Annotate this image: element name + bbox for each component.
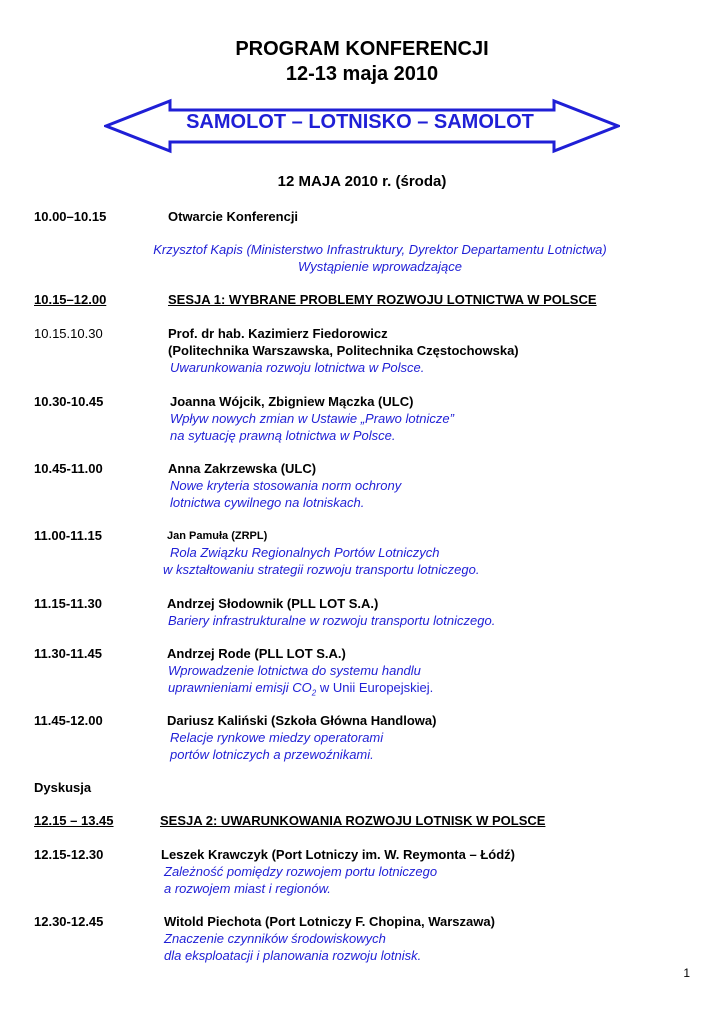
talk-topic-cont: dla eksploatacji i planowania rozwoju lotnisk. (164, 948, 422, 963)
talk-time: 11.15-11.30 (34, 596, 102, 611)
talk-topic-cont: a rozwojem miast i regionów. (164, 881, 331, 896)
talk-time: 11.00-11.15 (34, 528, 102, 543)
talk-topic: Wpływ nowych zmian w Ustawie „Prawo lotnicze” (170, 411, 454, 426)
talk-speaker: Dariusz Kaliński (Szkoła Główna Handlowa) (167, 713, 437, 728)
talk-topic: Zależność pomiędzy rozwojem portu lotniczego (164, 864, 438, 879)
day-heading: 12 MAJA 2010 r. (środa) (277, 173, 447, 190)
opening-talk: Wystąpienie wprowadzające (297, 259, 463, 274)
talk-affiliation: (Politechnika Warszawska, Politechnika Częstochowska) (168, 343, 519, 358)
session-2-time: 12.15 – 13.45 (34, 813, 114, 828)
opening-time: 10.00–10.15 (34, 209, 107, 224)
talk-topic: Relacje rynkowe miedzy operatorami (170, 730, 384, 745)
talk-time: 10.15.10.30 (34, 326, 103, 341)
talk-time: 10.45-11.00 (34, 461, 103, 476)
talk-time: 12.30-12.45 (34, 914, 104, 929)
talk-time: 12.15-12.30 (34, 847, 104, 862)
talk-speaker: Leszek Krawczyk (Port Lotniczy im. W. Reymonta – Łódź) (161, 847, 515, 862)
talk-speaker: Anna Zakrzewska (ULC) (168, 461, 317, 476)
talk-topic-cont (168, 680, 433, 698)
co2-subscript: 2 (311, 688, 317, 698)
talk-topic: Wprowadzenie lotnictwa do systemu handlu (168, 663, 421, 678)
talk-topic: Bariery infrastrukturalne w rozwoju transportu lotniczego. (168, 613, 496, 628)
talk-topic-cont-b: w Unii Europejskiej. (316, 680, 434, 695)
talk-topic: Rola Związku Regionalnych Portów Lotniczych (170, 545, 440, 560)
opening-title: Otwarcie Konferencji (168, 209, 299, 224)
talk-speaker: Joanna Wójcik, Zbigniew Mączka (ULC) (170, 394, 414, 409)
talk-speaker: Andrzej Rode (PLL LOT S.A.) (167, 646, 346, 661)
banner-text: SAMOLOT – LOTNISKO – SAMOLOT (186, 111, 534, 133)
opening-speaker: Krzysztof Kapis (Ministerstwo Infrastruktury, Dyrektor Departamentu Lotnictwa) (153, 242, 607, 257)
page-number: 1 (683, 966, 690, 980)
session-1-title: SESJA 1: WYBRANE PROBLEMY ROZWOJU LOTNICTWA W POLSCE (168, 292, 597, 307)
talk-speaker: Prof. dr hab. Kazimierz Fiedorowicz (168, 326, 388, 341)
talk-time: 10.30-10.45 (34, 394, 104, 409)
talk-time: 11.45-12.00 (34, 713, 103, 728)
discussion-label: Dyskusja (34, 780, 92, 795)
talk-time: 11.30-11.45 (34, 646, 102, 661)
page-title-line-2: 12-13 maja 2010 (285, 63, 439, 85)
page-title-line-1: PROGRAM KONFERENCJI (235, 38, 489, 60)
talk-topic: Nowe kryteria stosowania norm ochrony (170, 478, 402, 493)
talk-topic-cont: portów lotniczych a przewoźnikami. (170, 747, 374, 762)
session-1-time: 10.15–12.00 (34, 292, 107, 307)
session-2-title: SESJA 2: UWARUNKOWANIA ROZWOJU LOTNISK W POLSCE (160, 813, 546, 828)
talk-topic-cont: w kształtowaniu strategii rozwoju transportu lotniczego. (163, 562, 480, 577)
talk-topic-cont: na sytuację prawną lotnictwa w Polsce. (170, 428, 396, 443)
talk-speaker: Witold Piechota (Port Lotniczy F. Chopina, Warszawa) (164, 914, 495, 929)
talk-speaker: Andrzej Słodownik (PLL LOT S.A.) (167, 596, 379, 611)
talk-topic: Znaczenie czynników środowiskowych (164, 931, 386, 946)
talk-topic-cont: lotnictwa cywilnego na lotniskach. (170, 495, 365, 510)
talk-topic-cont-a: uprawnieniami emisji CO (168, 680, 312, 695)
talk-speaker: Jan Pamuła (ZRPL) (167, 530, 268, 542)
talk-topic: Uwarunkowania rozwoju lotnictwa w Polsce. (170, 360, 425, 375)
